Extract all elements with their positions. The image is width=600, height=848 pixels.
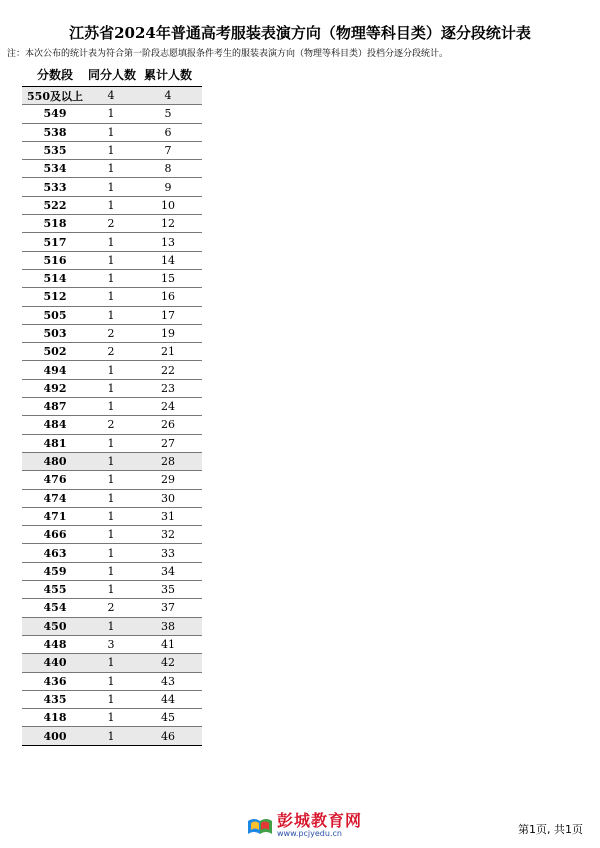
score-cell: 440 <box>22 654 88 672</box>
cumulative-count-cell: 12 <box>134 215 202 233</box>
table-header-row <box>22 62 202 87</box>
same-score-count-cell: 1 <box>88 507 134 525</box>
score-cell: 455 <box>22 581 88 599</box>
same-score-count-cell: 1 <box>88 251 134 269</box>
table-row <box>22 434 202 452</box>
table-row <box>22 562 202 580</box>
table-row <box>22 690 202 708</box>
cumulative-count-cell: 19 <box>134 324 202 342</box>
same-score-count-cell: 2 <box>88 324 134 342</box>
cumulative-count-cell: 44 <box>134 690 202 708</box>
cumulative-count-cell: 23 <box>134 379 202 397</box>
score-cell: 516 <box>22 251 88 269</box>
cumulative-count-cell: 26 <box>134 416 202 434</box>
score-cell: 450 <box>22 617 88 635</box>
cumulative-count-cell: 8 <box>134 160 202 178</box>
table-row <box>22 635 202 653</box>
score-cell: 471 <box>22 507 88 525</box>
same-score-count-cell: 1 <box>88 690 134 708</box>
cumulative-count-cell: 4 <box>134 87 202 105</box>
same-score-count-cell: 4 <box>88 87 134 105</box>
table-row <box>22 379 202 397</box>
cumulative-count-cell: 33 <box>134 544 202 562</box>
table-row <box>22 489 202 507</box>
score-cell: 549 <box>22 105 88 123</box>
same-score-count-cell: 1 <box>88 105 134 123</box>
same-score-count-cell: 1 <box>88 288 134 306</box>
table-row <box>22 507 202 525</box>
score-cell: 436 <box>22 672 88 690</box>
header-same-score-count: 同分人数 <box>88 62 134 87</box>
same-score-count-cell: 1 <box>88 160 134 178</box>
score-cell: 538 <box>22 123 88 141</box>
score-cell: 522 <box>22 196 88 214</box>
same-score-count-cell: 1 <box>88 581 134 599</box>
table-note: 注：本次公布的统计表为符合第一阶段志愿填报条件考生的服装表演方向（物理等科目类）投档分逐分段统计。 <box>7 49 449 59</box>
score-cell: 512 <box>22 288 88 306</box>
score-cell: 534 <box>22 160 88 178</box>
cumulative-count-cell: 15 <box>134 269 202 287</box>
cumulative-count-cell: 46 <box>134 727 202 745</box>
header-cumulative-count: 累计人数 <box>134 62 202 87</box>
cumulative-count-cell: 16 <box>134 288 202 306</box>
cumulative-count-cell: 38 <box>134 617 202 635</box>
table-row <box>22 288 202 306</box>
score-cell: 459 <box>22 562 88 580</box>
table-row <box>22 269 202 287</box>
cumulative-count-cell: 31 <box>134 507 202 525</box>
score-cell: 518 <box>22 215 88 233</box>
same-score-count-cell: 1 <box>88 654 134 672</box>
table-row <box>22 544 202 562</box>
score-cell: 474 <box>22 489 88 507</box>
table-row <box>22 452 202 470</box>
table-row <box>22 416 202 434</box>
same-score-count-cell: 1 <box>88 269 134 287</box>
same-score-count-cell: 2 <box>88 416 134 434</box>
same-score-count-cell: 2 <box>88 599 134 617</box>
table-row <box>22 215 202 233</box>
cumulative-count-cell: 6 <box>134 123 202 141</box>
table-row <box>22 617 202 635</box>
score-cell: 517 <box>22 233 88 251</box>
same-score-count-cell: 1 <box>88 178 134 196</box>
table-row <box>22 672 202 690</box>
table-row <box>22 654 202 672</box>
same-score-count-cell: 1 <box>88 398 134 416</box>
score-cell: 400 <box>22 727 88 745</box>
score-cell: 533 <box>22 178 88 196</box>
cumulative-count-cell: 37 <box>134 599 202 617</box>
table-row <box>22 251 202 269</box>
score-cell: 484 <box>22 416 88 434</box>
same-score-count-cell: 1 <box>88 452 134 470</box>
score-cell: 514 <box>22 269 88 287</box>
same-score-count-cell: 2 <box>88 343 134 361</box>
same-score-count-cell: 1 <box>88 306 134 324</box>
score-cell: 535 <box>22 141 88 159</box>
cumulative-count-cell: 35 <box>134 581 202 599</box>
table-row <box>22 196 202 214</box>
table-row <box>22 87 202 105</box>
score-cell: 481 <box>22 434 88 452</box>
same-score-count-cell: 1 <box>88 617 134 635</box>
table-row <box>22 526 202 544</box>
same-score-count-cell: 1 <box>88 379 134 397</box>
cumulative-count-cell: 21 <box>134 343 202 361</box>
page-title: 江苏省2024年普通高考服装表演方向（物理等科目类）逐分段统计表 <box>69 24 531 42</box>
same-score-count-cell: 1 <box>88 544 134 562</box>
score-cell: 418 <box>22 709 88 727</box>
cumulative-count-cell: 30 <box>134 489 202 507</box>
table-row <box>22 324 202 342</box>
cumulative-count-cell: 32 <box>134 526 202 544</box>
same-score-count-cell: 1 <box>88 526 134 544</box>
book-logo-icon <box>247 815 273 835</box>
score-cell: 448 <box>22 635 88 653</box>
table-row <box>22 361 202 379</box>
header-score-range: 分数段 <box>22 62 88 87</box>
table-row <box>22 343 202 361</box>
cumulative-count-cell: 7 <box>134 141 202 159</box>
cumulative-count-cell: 34 <box>134 562 202 580</box>
score-cell: 550及以上 <box>22 87 88 105</box>
score-cell: 463 <box>22 544 88 562</box>
cumulative-count-cell: 17 <box>134 306 202 324</box>
table-row <box>22 727 202 745</box>
cumulative-count-cell: 22 <box>134 361 202 379</box>
score-cell: 480 <box>22 452 88 470</box>
same-score-count-cell: 1 <box>88 562 134 580</box>
cumulative-count-cell: 43 <box>134 672 202 690</box>
cumulative-count-cell: 41 <box>134 635 202 653</box>
cumulative-count-cell: 42 <box>134 654 202 672</box>
table-row <box>22 178 202 196</box>
same-score-count-cell: 1 <box>88 489 134 507</box>
cumulative-count-cell: 24 <box>134 398 202 416</box>
table-row <box>22 306 202 324</box>
same-score-count-cell: 1 <box>88 196 134 214</box>
score-cell: 492 <box>22 379 88 397</box>
same-score-count-cell: 1 <box>88 141 134 159</box>
score-cell: 503 <box>22 324 88 342</box>
score-cell: 505 <box>22 306 88 324</box>
site-logo <box>247 812 362 838</box>
score-cell: 487 <box>22 398 88 416</box>
cumulative-count-cell: 27 <box>134 434 202 452</box>
same-score-count-cell: 1 <box>88 672 134 690</box>
cumulative-count-cell: 9 <box>134 178 202 196</box>
same-score-count-cell: 1 <box>88 727 134 745</box>
table-row <box>22 160 202 178</box>
score-cell: 435 <box>22 690 88 708</box>
table-row <box>22 123 202 141</box>
score-cell: 502 <box>22 343 88 361</box>
table-row <box>22 599 202 617</box>
cumulative-count-cell: 28 <box>134 452 202 470</box>
same-score-count-cell: 1 <box>88 361 134 379</box>
table-row <box>22 709 202 727</box>
same-score-count-cell: 1 <box>88 434 134 452</box>
same-score-count-cell: 1 <box>88 471 134 489</box>
cumulative-count-cell: 5 <box>134 105 202 123</box>
score-distribution-table <box>22 62 202 746</box>
score-cell: 454 <box>22 599 88 617</box>
same-score-count-cell: 2 <box>88 215 134 233</box>
same-score-count-cell: 3 <box>88 635 134 653</box>
cumulative-count-cell: 14 <box>134 251 202 269</box>
score-cell: 466 <box>22 526 88 544</box>
table-row <box>22 141 202 159</box>
logo-url: www.pcjyedu.cn <box>277 829 342 838</box>
same-score-count-cell: 1 <box>88 123 134 141</box>
score-cell: 494 <box>22 361 88 379</box>
same-score-count-cell: 1 <box>88 233 134 251</box>
logo-text: 彭城教育网 <box>277 811 363 830</box>
table-row <box>22 471 202 489</box>
cumulative-count-cell: 45 <box>134 709 202 727</box>
table-row <box>22 398 202 416</box>
score-cell: 476 <box>22 471 88 489</box>
table-row <box>22 105 202 123</box>
table-row <box>22 581 202 599</box>
cumulative-count-cell: 10 <box>134 196 202 214</box>
same-score-count-cell: 1 <box>88 709 134 727</box>
table-row <box>22 233 202 251</box>
page-number: 第1页, 共1页 <box>518 823 583 836</box>
cumulative-count-cell: 13 <box>134 233 202 251</box>
cumulative-count-cell: 29 <box>134 471 202 489</box>
